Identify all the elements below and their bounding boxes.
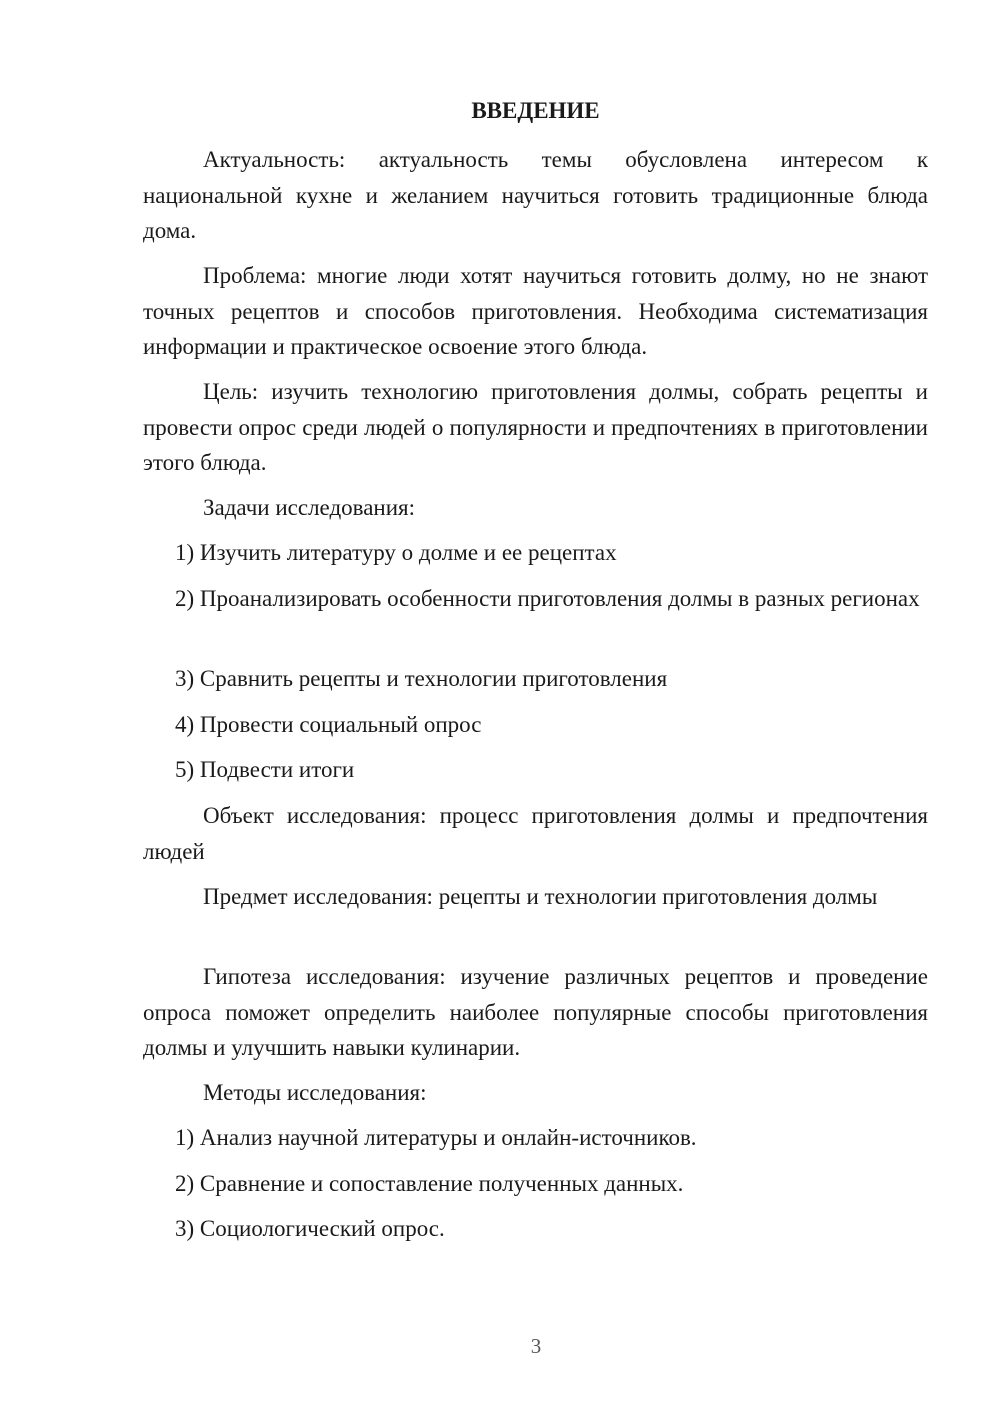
relevance-paragraph: Актуальность: актуальность темы обусловлена интересом к национальной кухне и желанием научиться готовить традиционные блюда дома. — [143, 147, 928, 243]
object-paragraph: Объект исследования: процесс приготовления долмы и предпочтения людей — [143, 803, 928, 864]
task-item: 2) Проанализировать особенности приготовления долмы в разных регионах — [175, 586, 920, 611]
task-item: 4) Провести социальный опрос — [175, 712, 482, 737]
tasks-heading: Задачи исследования: — [203, 495, 416, 520]
task-item: 1) Изучить литературу о долме и ее рецептах — [175, 540, 617, 565]
hypothesis-paragraph: Гипотеза исследования: изучение различных рецептов и проведение опроса поможет определить наиболее популярные способы приготовления долмы и улучшить навыки кулинарии. — [143, 964, 928, 1060]
method-item: 3) Социологический опрос. — [175, 1216, 445, 1241]
method-item: 2) Сравнение и сопоставление полученных данных. — [175, 1171, 684, 1196]
page-number: 3 — [530, 1334, 542, 1358]
task-item: 5) Подвести итоги — [175, 757, 355, 782]
method-item: 1) Анализ научной литературы и онлайн-источников. — [175, 1125, 697, 1150]
subject-paragraph: Предмет исследования: рецепты и технологии приготовления долмы — [203, 884, 878, 909]
methods-heading: Методы исследования: — [203, 1080, 427, 1105]
task-item: 3) Сравнить рецепты и технологии приготовления — [175, 666, 668, 691]
problem-paragraph: Проблема: многие люди хотят научиться готовить долму, но не знают точных рецептов и способов приготовления. Необходима систематизация информации и практическое освоение этого блюда. — [143, 263, 928, 359]
goal-paragraph: Цель: изучить технологию приготовления долмы, собрать рецепты и провести опрос среди людей о популярности и предпочтениях в приготовлении этого блюда. — [143, 379, 928, 475]
section-title: ВВЕДЕНИЕ — [471, 98, 600, 123]
